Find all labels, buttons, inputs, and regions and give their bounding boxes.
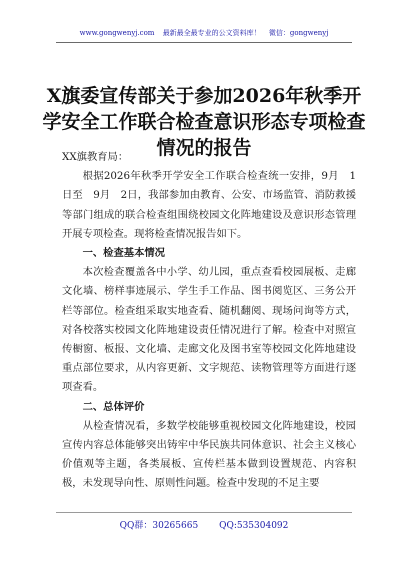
page-footer [0,521,408,532]
section-heading: 一、检查基本情况 [82,247,165,260]
section-paragraph: 本次检查覆盖各中小学、幼儿园，重点查看校园展板、走廊文化墙、榜样事迹展示、学生手工作品、图书阅览区、三务公开栏等部位。检查组采取实地查看、随机翻阅、现场问询等方式，对各校落实校园文化阵地建设责任情况进行了解。检查中对照宣传橱窗、板报、文化墙、走廊文化及图书室等校园文化阵地建设重点部位要求，从内容更新、文字规范、读物管理等方面进行逐项查看。 [62,266,356,394]
footer-qq: QQ:535304092 [219,521,289,531]
document-body [62,148,356,494]
page-header [0,29,408,38]
header-website: www.gongwenyj.com [79,29,155,37]
document-title: X旗委宣传部关于参加2026年秋季开学安全工作联合检查意识形态专项检查情况的报告 [42,84,366,159]
header-divider [56,42,352,43]
salutation: XX旗教育局： [62,151,129,163]
intro-paragraph: 根据2026年秋季开学安全工作联合检查统一安排，9月 1日至 9月 2日，我部参加由教育、公安、市场监管、消防救援等部门组成的联合检查组围绕校园文化阵地建设及意识形态管理开展专项检查。现将检查情况报告如下。 [62,170,356,240]
section-heading: 二、总体评价 [82,400,145,413]
header-slogan: 最新最全最专业的公文资料库！ [162,29,261,37]
footer-qq-group: QQ群：30265665 [119,521,199,531]
section-paragraph: 从检查情况看，多数学校能够重视校园文化阵地建设，校园宣传内容总体能够突出铸牢中华民族共同体意识、社会主义核心价值观等主题，各类展板、宣传栏基本做到设置规范、内容积极，未发现导向性、原则性问题。检查中发现的不足主要 [62,419,356,490]
header-wechat: 微信：gongwenyj [268,29,329,37]
footer-divider [56,512,352,513]
